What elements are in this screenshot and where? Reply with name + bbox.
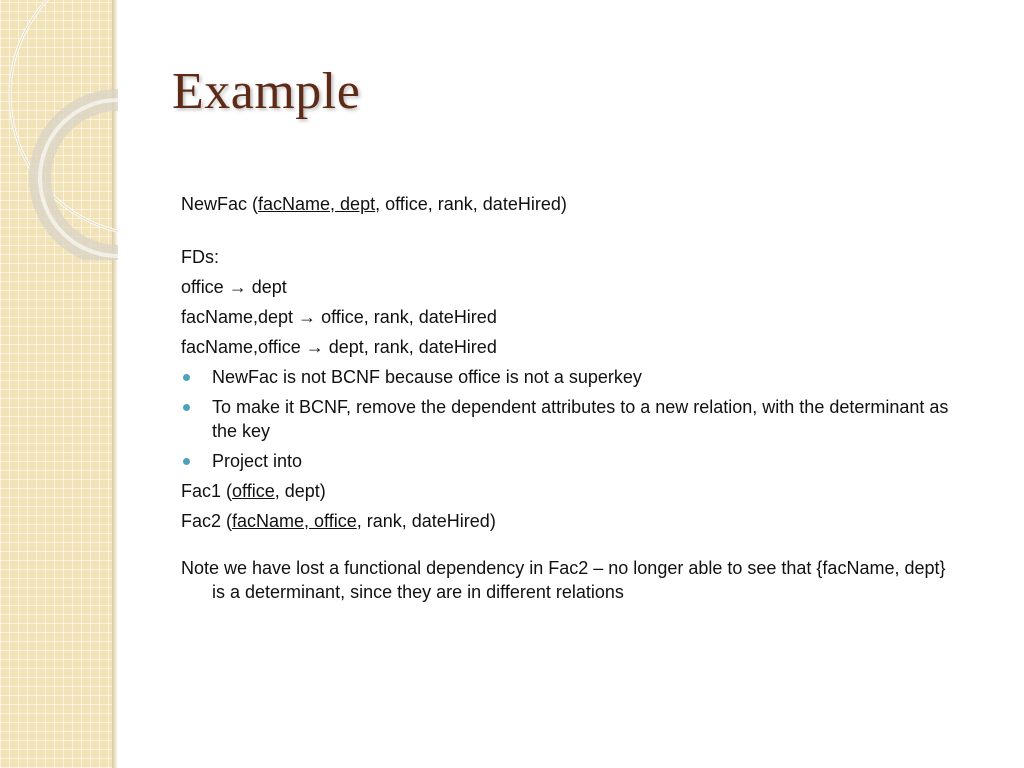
fac1-prefix: Fac1 ( [181,481,233,501]
relation-prefix: NewFac ( [181,194,259,214]
fac2-prefix: Fac2 ( [181,511,233,531]
relation-newfac [181,192,961,216]
bullet-item [181,395,961,443]
fd-line: facName,dept → office, rank, dateHired [181,307,497,327]
fac2-key: facName, office [232,511,357,531]
decorative-circles [0,0,118,260]
bullet-text: To make it BCNF, remove the dependent attributes to a new relation, with the determinant as the key [212,397,949,441]
bullet-text: NewFac is not BCNF because office is not a superkey [212,367,642,387]
slide-body [181,192,961,610]
fac1-key: office [232,481,275,501]
fac2-rest: , rank, dateHired) [356,511,496,531]
relation-fac2 [181,509,961,533]
fac1-rest: , dept) [274,481,326,501]
slide-title: Example [172,63,361,120]
fd-line: office → dept [181,277,287,297]
note-text: Note we have lost a functional dependency in Fac2 – no longer able to see that {facName, dept} is a determinant, since they are in different relations [181,558,946,602]
fds-label: FDs: [181,247,219,267]
bullet-dot-icon [183,374,190,381]
relation-key: facName, dept [258,194,376,214]
bullet-item [181,365,961,389]
relation-fac1 [181,479,961,503]
bullet-text: Project into [212,451,303,471]
bullet-dot-icon [183,458,190,465]
relation-rest: , office, rank, dateHired) [375,194,567,214]
bullet-item [181,449,961,473]
bullet-dot-icon [183,404,190,411]
fd-line: facName,office → dept, rank, dateHired [181,337,497,357]
